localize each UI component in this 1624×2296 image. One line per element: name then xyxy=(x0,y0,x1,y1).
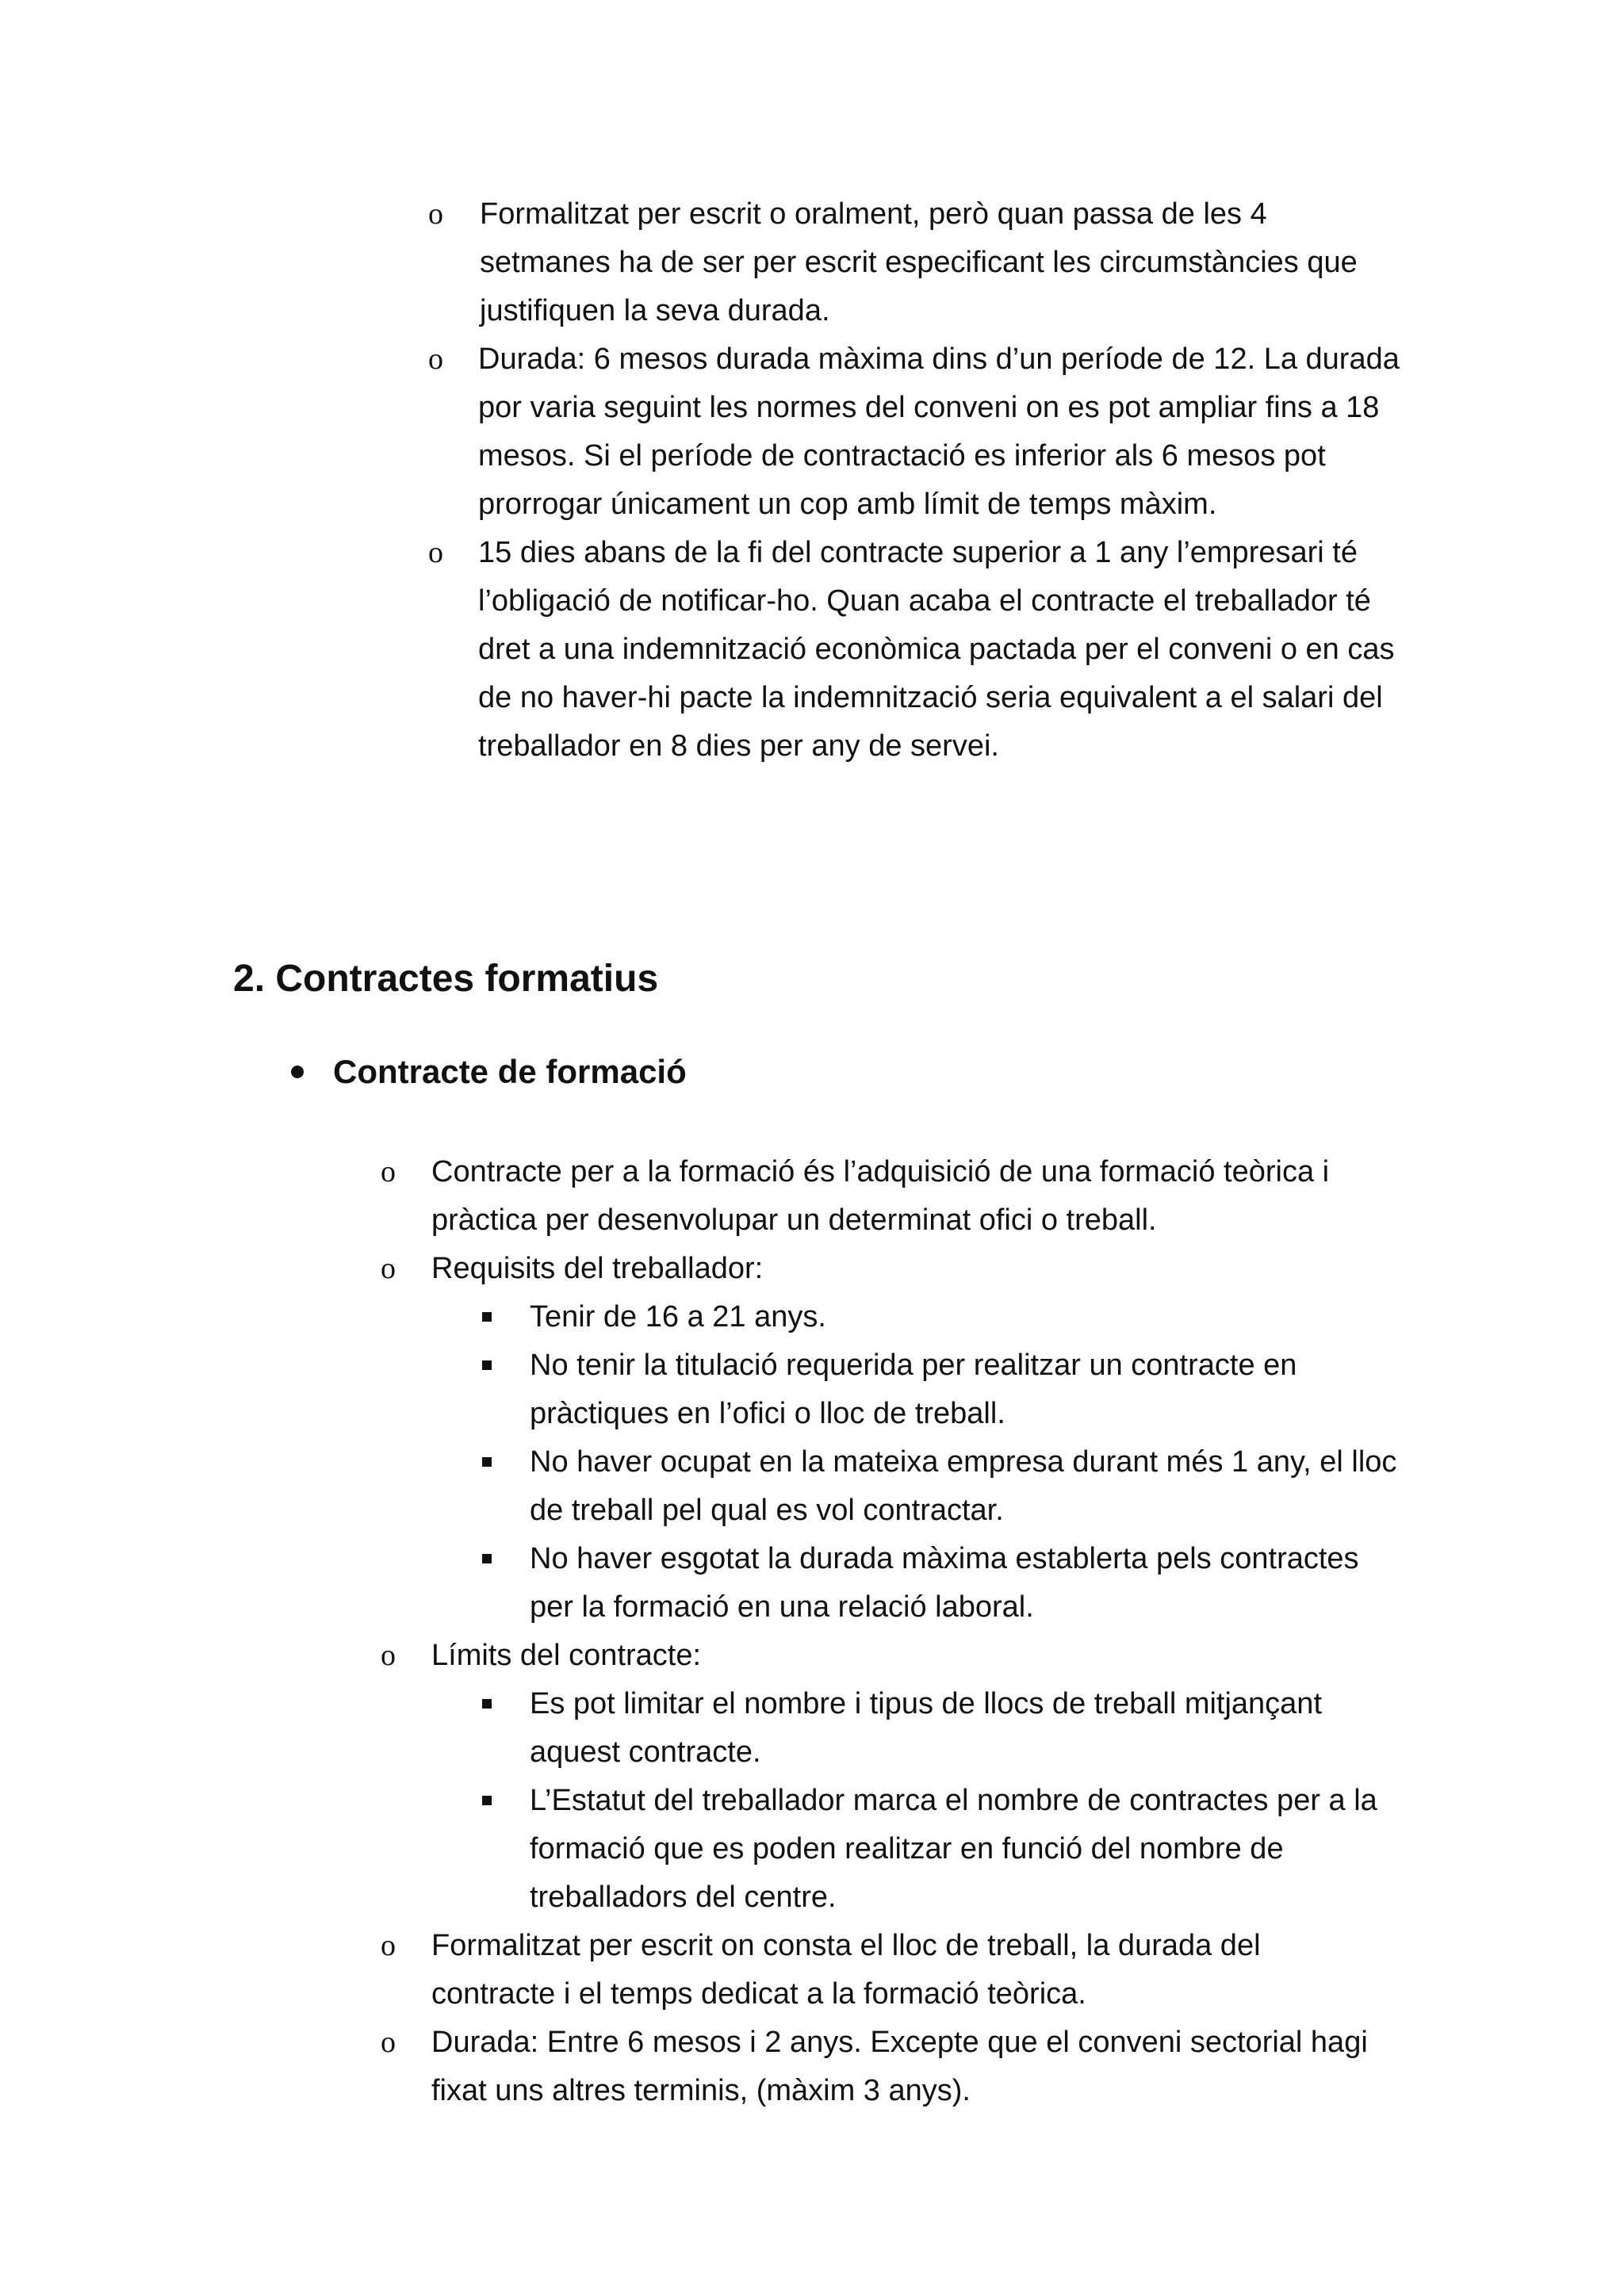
text-line: No tenir la titulació requerida per realitzar un contracte en xyxy=(530,1349,1297,1382)
text-line: Formalitzat per escrit o oralment, però quan passa de les 4 xyxy=(480,197,1267,231)
sub-list-item xyxy=(530,1535,1359,1632)
text-line: contracte i el temps dedicat a la formació teòrica. xyxy=(431,1977,1086,2011)
text-line: l’obligació de notificar-ho. Quan acaba el contracte el treballador té xyxy=(478,584,1371,618)
list-marker-square xyxy=(482,1699,492,1709)
text-line: pràctica per desenvolupar un determinat ofici o treball. xyxy=(431,1203,1157,1237)
list-marker-circle: o xyxy=(381,1155,396,1188)
text-line: Contracte per a la formació és l’adquisició de una formació teòrica i xyxy=(431,1155,1330,1188)
text-line: mesos. Si el període de contractació es inferior als 6 mesos pot xyxy=(478,439,1326,473)
text-line: treballador en 8 dies per any de servei. xyxy=(478,729,999,763)
text-line: justifiquen la seva durada. xyxy=(480,294,830,327)
text-line: dret a una indemnització econòmica pactada per el conveni o en cas xyxy=(478,633,1395,666)
list-marker-square xyxy=(482,1554,492,1563)
text-line: pràctiques en l’ofici o lloc de treball. xyxy=(530,1397,1005,1430)
text-line: fixat uns altres terminis, (màxim 3 anys). xyxy=(431,2074,971,2107)
list-marker-square xyxy=(482,1457,492,1467)
text-line: treballadors del centre. xyxy=(530,1881,837,1914)
list-marker-circle: o xyxy=(428,197,443,231)
text-line: No haver ocupat en la mateixa empresa durant més 1 any, el lloc xyxy=(530,1445,1397,1479)
list-item xyxy=(431,1148,1329,1245)
text-line: de no haver-hi pacte la indemnització seria equivalent a el salari del xyxy=(478,681,1383,714)
list-marker-circle: o xyxy=(428,342,443,376)
list-item xyxy=(431,1922,1261,2019)
sub-list-item xyxy=(530,1777,1377,1922)
list-marker-square xyxy=(482,1312,492,1322)
text-line: formació que es poden realitzar en funció del nombre de xyxy=(530,1832,1284,1866)
list-marker-circle: o xyxy=(381,1639,396,1672)
text-line: de treball pel qual es vol contractar. xyxy=(530,1494,1004,1527)
text-line: Límits del contracte: xyxy=(431,1639,702,1672)
text-line: setmanes ha de ser per escrit especificant les circumstàncies que xyxy=(480,246,1358,279)
list-marker-circle: o xyxy=(381,1252,396,1285)
list-marker-circle: o xyxy=(381,2026,396,2059)
text-line: aquest contracte. xyxy=(530,1735,761,1769)
list-marker-circle: o xyxy=(428,536,443,569)
text-line: Es pot limitar el nombre i tipus de llocs de treball mitjançant xyxy=(530,1687,1323,1720)
text-line: prorrogar únicament un cop amb límit de temps màxim. xyxy=(478,488,1217,521)
text-line: 15 dies abans de la fi del contracte superior a 1 any l’empresari té xyxy=(478,536,1358,569)
list-item xyxy=(480,190,1358,335)
text-line: Tenir de 16 a 21 anys. xyxy=(530,1300,826,1334)
sub-list-item xyxy=(530,1438,1396,1535)
sub-list-item xyxy=(530,1680,1322,1777)
list-marker-square xyxy=(482,1360,492,1370)
list-item-label xyxy=(431,1245,763,1293)
section-heading: 2. Contractes formatius xyxy=(233,958,659,1000)
list-item-label xyxy=(431,1632,701,1680)
text-line: Durada: 6 mesos durada màxima dins d’un període de 12. La durada xyxy=(478,342,1400,376)
sub-list-item xyxy=(530,1341,1297,1438)
text-line: Formalitzat per escrit on consta el lloc de treball, la durada del xyxy=(431,1929,1261,1962)
list-item xyxy=(431,2019,1368,2115)
text-line: per la formació en una relació laboral. xyxy=(530,1590,1034,1624)
subsection-heading: Contracte de formació xyxy=(333,1053,687,1090)
list-marker-circle: o xyxy=(381,1929,396,1962)
text-line: Requisits del treballador: xyxy=(431,1252,764,1285)
sub-list-item xyxy=(530,1293,826,1341)
list-item xyxy=(478,335,1400,529)
list-item xyxy=(478,529,1395,771)
text-line: por varia seguint les normes del conveni on es pot ampliar fins a 18 xyxy=(478,391,1380,424)
bullet-dot xyxy=(291,1066,304,1078)
text-line: L’Estatut del treballador marca el nombre de contractes per a la xyxy=(530,1784,1377,1817)
list-marker-square xyxy=(482,1796,492,1805)
text-line: Durada: Entre 6 mesos i 2 anys. Excepte que el conveni sectorial hagi xyxy=(431,2026,1368,2059)
text-line: No haver esgotat la durada màxima establerta pels contractes xyxy=(530,1542,1359,1575)
